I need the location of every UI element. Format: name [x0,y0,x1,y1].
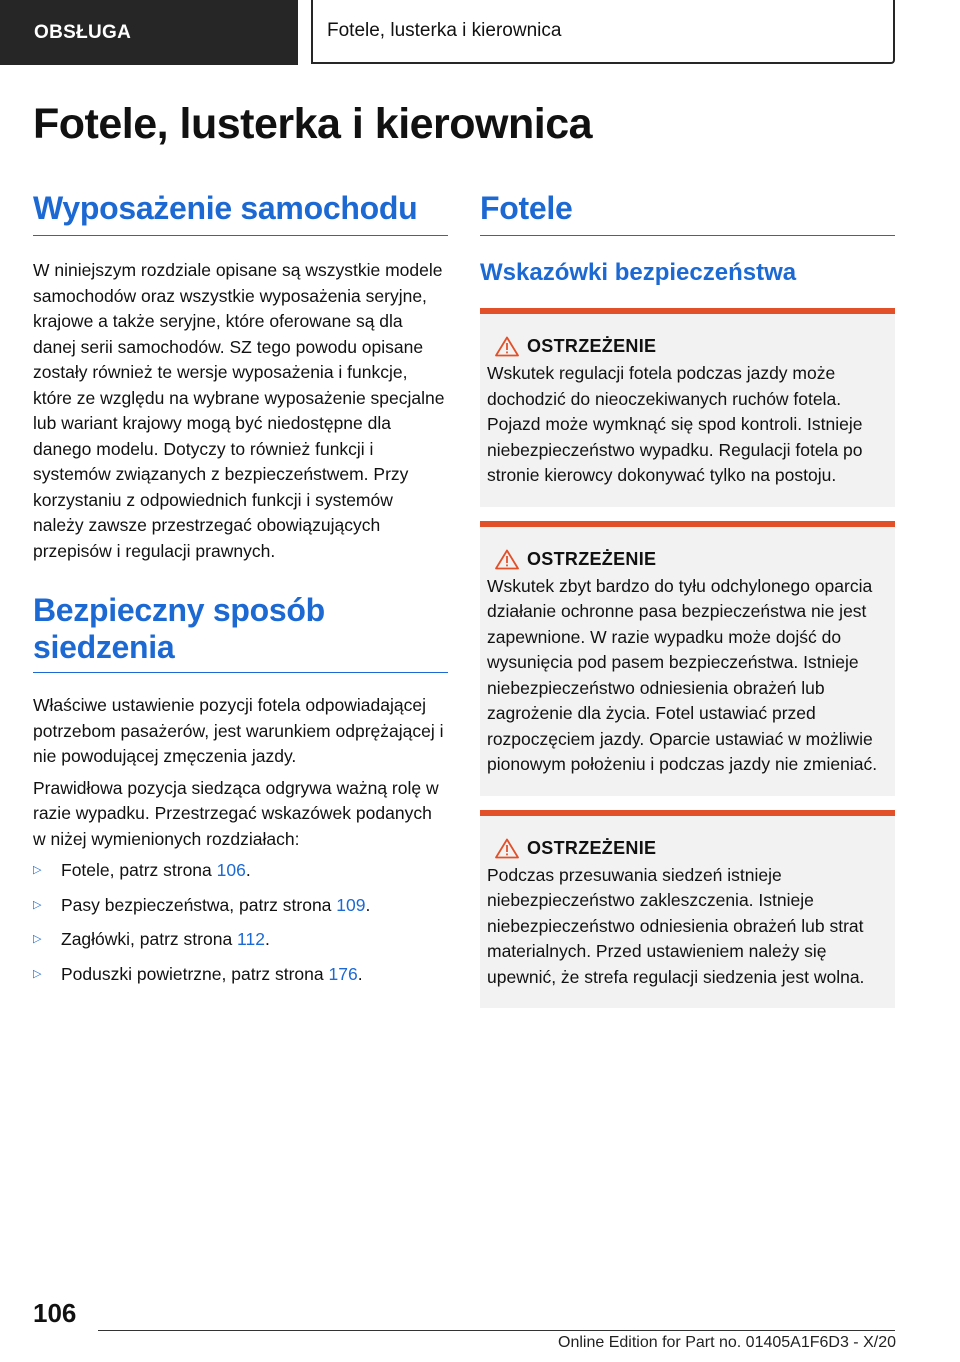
triangle-bullet-icon: ▷ [33,898,42,911]
page-number: 106 [33,1298,77,1328]
sitting-paragraph-1: Właściwe ustawienie pozycji fotela odpowiadającej potrzebom pasażerów, jest warunkiem odprężającej i nie powodującej zmęczenia jazdy. [33,695,444,766]
section-label: OBSŁUGA [34,21,132,43]
ref-text: Fotele, patrz strona [61,860,217,880]
safety-heading: Wskazówki bezpieczeństwa [480,259,797,286]
ref-end: . [357,963,363,984]
list-item [33,858,448,884]
right-column [480,190,895,1008]
triangle-bullet-icon: ▷ [33,864,42,876]
ref-text: Zagłówki, patrz strona [61,929,238,949]
ref-text: Pasy bezpieczeństwa, patrz strona [61,894,337,915]
warning-triangle-icon [487,838,527,859]
warning-triangle-icon [487,336,527,357]
page-link[interactable]: 109 [336,894,366,915]
chapter-label: Fotele, lusterka i kierownica [327,20,562,41]
warning-title: OSTRZEŻENIE [527,548,657,569]
page-link[interactable]: 112 [237,929,265,949]
warning-title: OSTRZEŻENIE [527,336,657,356]
section-tab [0,0,298,65]
ref-end: . [245,860,251,880]
page-title: Fotele, lusterka i kierownica [33,100,593,148]
chapter-tab [311,0,895,64]
ref-end: . [264,929,270,949]
list-item [33,927,448,953]
page-link[interactable]: 176 [328,963,358,984]
edition-note: Online Edition for Part no. 01405A1F6D3 - X/20 [558,1334,896,1351]
sitting-heading: Bezpieczny sposób siedzenia [33,592,448,673]
warning-text: Podczas przesuwania siedzeń istnieje niebezpieczeństwo zakleszczenia. Istnieje niebezpieczeństwo odniesienia obrażeń lub strat materialnych. Przed ustawieniem należy się upewnić, że strefa regulacji siedzenia jest wolna. [487,864,865,987]
warning-title: OSTRZEŻENIE [527,837,657,858]
equipment-heading: Wyposażenie samochodu [33,190,448,236]
footer-divider [98,1330,895,1331]
sitting-section [33,592,448,987]
equipment-text: W niniejszym rozdziale opisane są wszystkie modele samochodów oraz wszystkie wyposażenia seryjne, krajowe a także seryjne, które oferowane są dla danej serii samochodów. SZ tego powodu opisane zostały również te wersje wyposażenia i funkcje, które ze względu na wybrane wyposażenie specjalne lub wariant krajowy mogą być niedostępne dla danego modelu. Dotyczy to również funkcji i systemów związanych z bezpieczeństwem. Przy korzystaniu z odpowiednich funkcji i systemów należy zawsze przestrzegać obowiązujących przepisów i regulacji prawnych. [33,260,445,561]
warning-text: Wskutek regulacji fotela podczas jazdy może dochodzić do nieoczekiwanych ruchów fotela. Pojazd może wymknąć się spod kontroli. Istnieje niebezpieczeństwo wypadku. Regulacji fotela po stronie kierowcy dokonywać tylko na postoju. [487,363,863,485]
seats-heading: Fotele [480,190,895,236]
triangle-bullet-icon: ▷ [33,967,42,980]
triangle-bullet-icon: ▷ [33,933,42,945]
warning-box [480,308,895,507]
warning-triangle-icon [487,549,527,570]
list-item [33,962,448,988]
reference-list [33,858,448,987]
page-link[interactable]: 106 [216,860,246,880]
warning-box [480,521,895,796]
warning-box [480,810,895,1009]
warning-text: Wskutek zbyt bardzo do tyłu odchylonego oparcia działanie ochronne pasa bezpieczeństwa nie jest zapewnione. W razie wypadku może dojść do wysunięcia pod pasem bezpieczeństwa. Istnieje niebezpieczeństwo odniesienia obrażeń lub zagrożenie dla życia. Fotel ustawiać przed rozpoczęciem jazdy. Oparcie ustawiać w możliwie pionowym położeniu i podczas jazdy nie zmieniać. [487,575,878,774]
ref-end: . [365,894,371,915]
ref-text: Poduszki powietrzne, patrz strona [61,963,329,984]
left-column [33,190,448,996]
sitting-paragraph-2: Prawidłowa pozycja siedząca odgrywa ważną rolę w razie wypadku. Przestrzegać wskazówek podanych w niżej wymienionych rozdziałach: [33,777,439,849]
list-item [33,893,448,919]
